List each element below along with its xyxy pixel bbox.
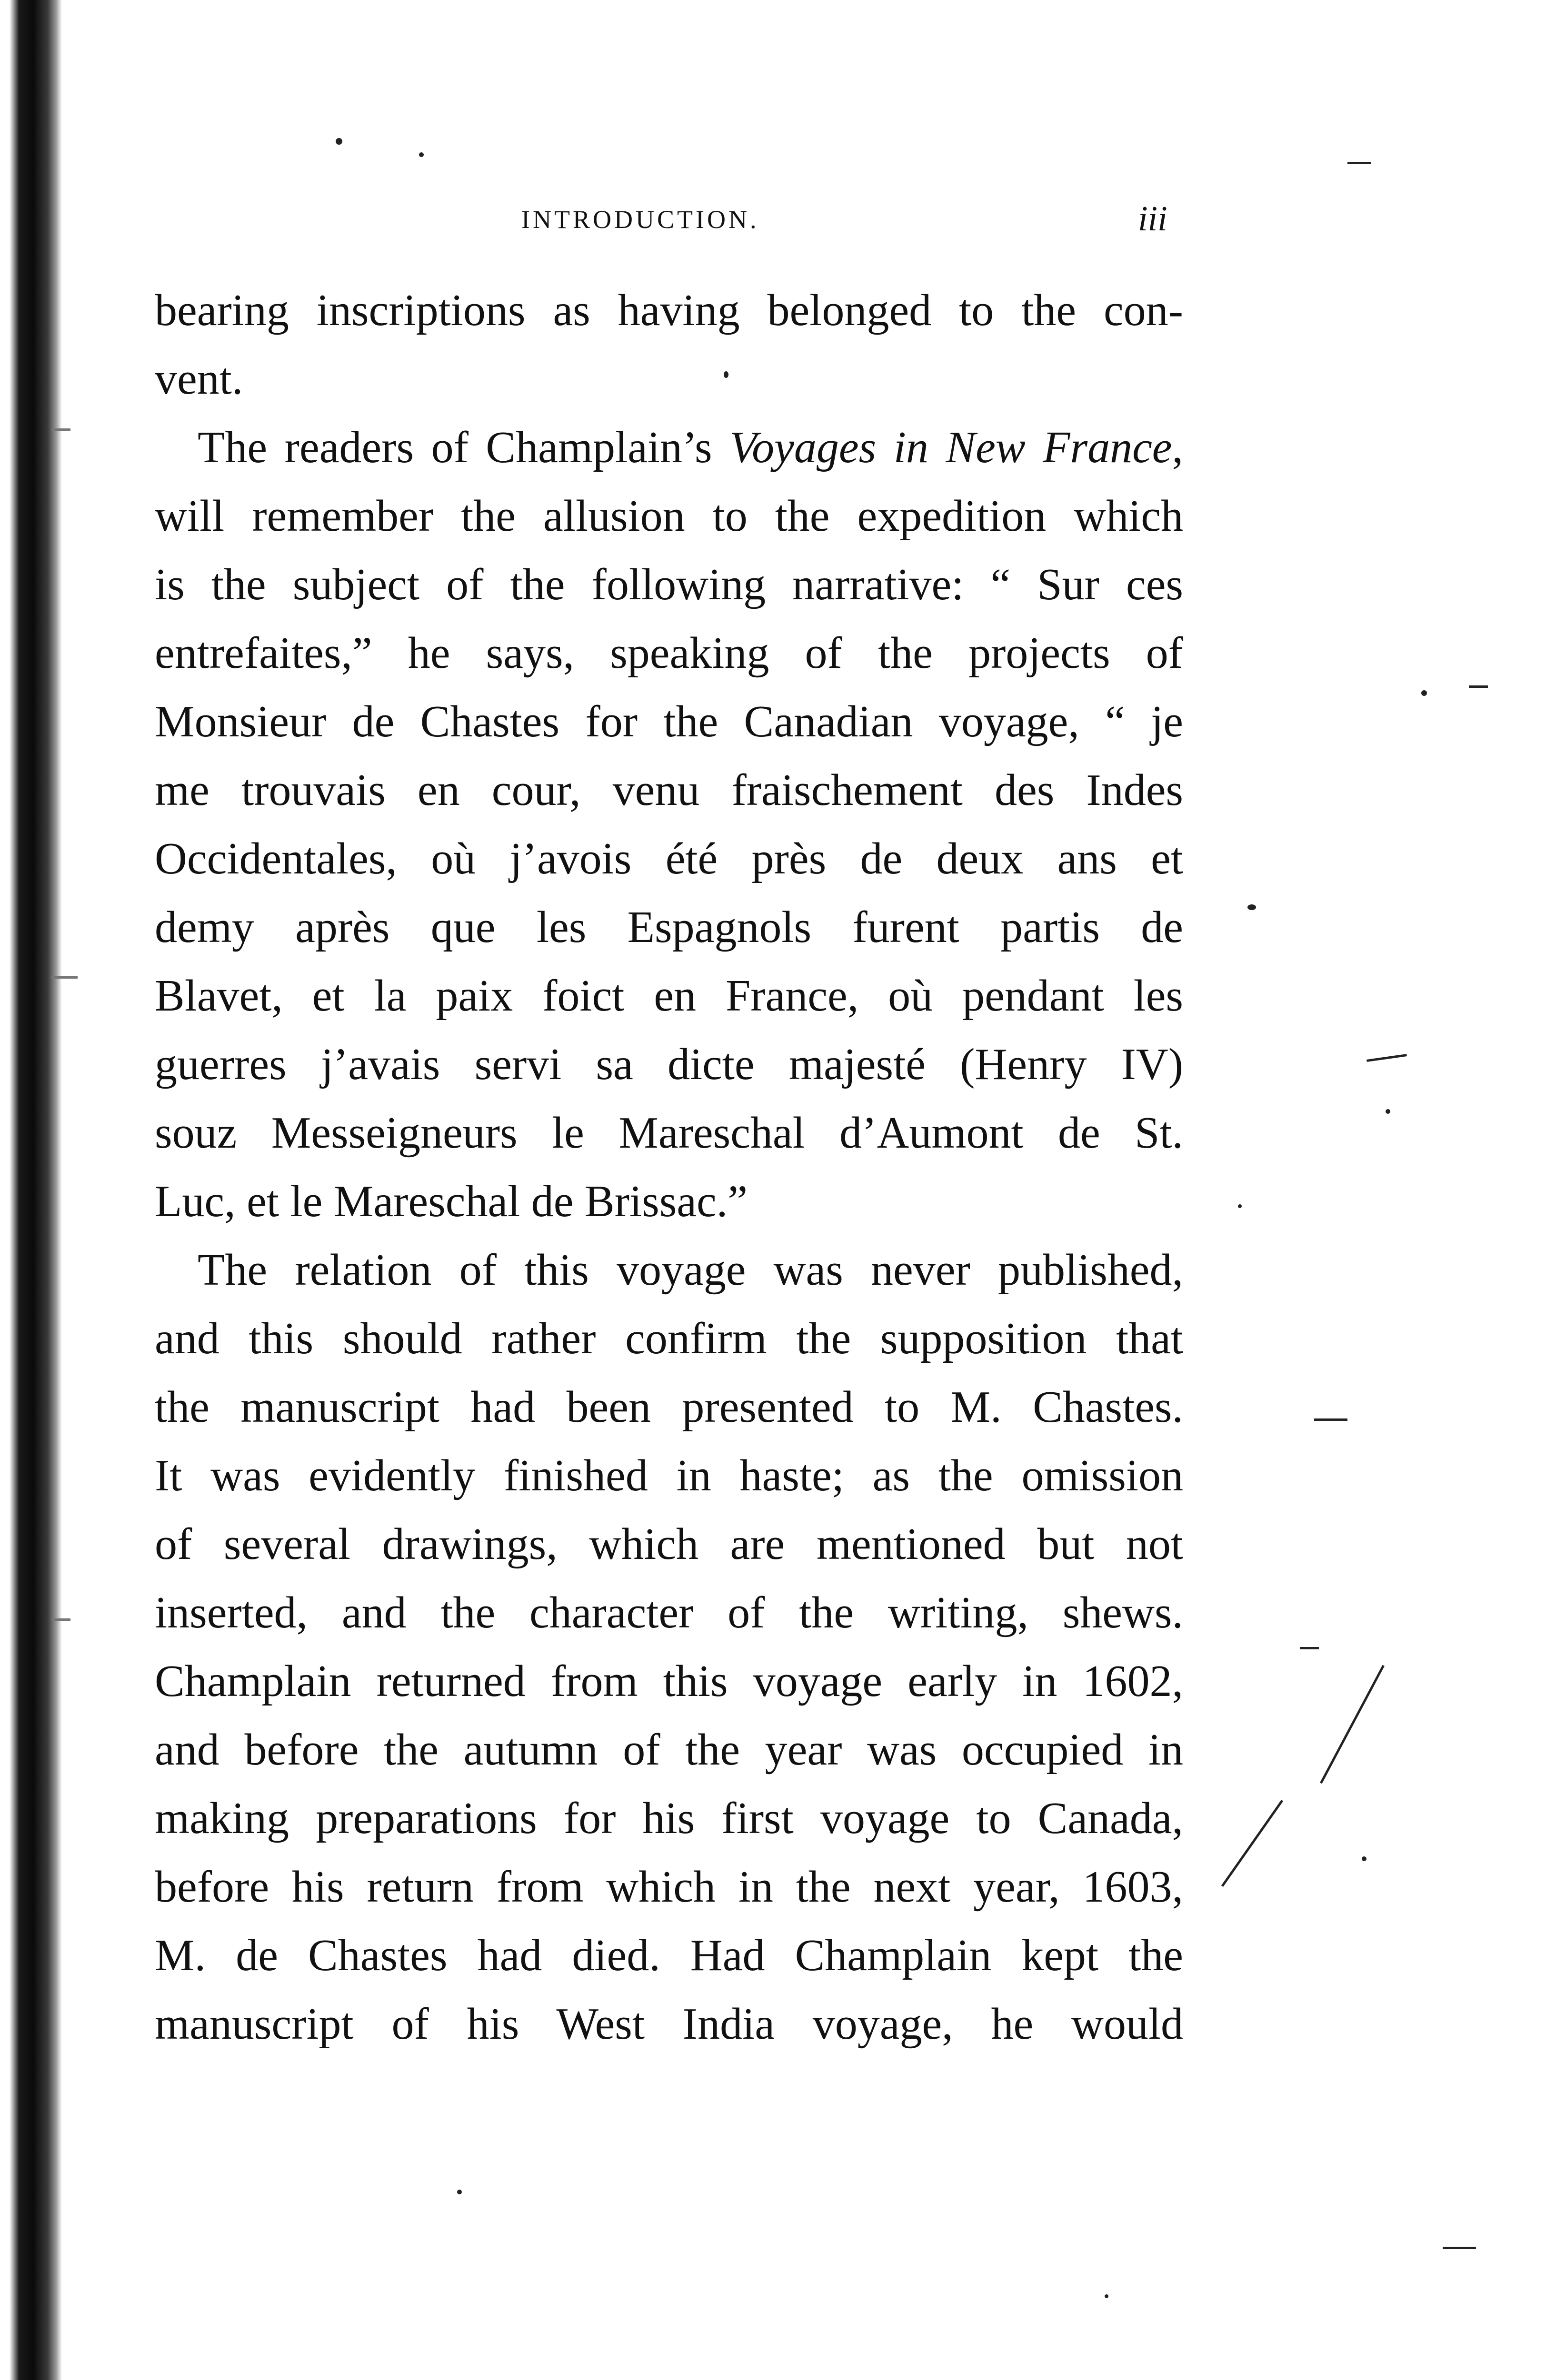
text-line: bearing inscriptions as having belonged to the con-: [155, 286, 1183, 335]
scan-mark: [1347, 162, 1371, 164]
paragraph-first-line: The readers of Champlain’s Voyages in New France,: [198, 423, 1184, 472]
scan-speck: [1105, 2294, 1108, 2298]
text-line: It was evidently finished in haste; as the omission: [155, 1451, 1183, 1500]
paragraph-first-line: The relation of this voyage was never published,: [198, 1245, 1183, 1295]
text-line: souz Messeigneurs le Mareschal d’Aumont de St.: [155, 1108, 1183, 1158]
scan-speck: [724, 371, 728, 378]
text-line: of several drawings, which are mentioned but not: [155, 1519, 1183, 1569]
text-line: making preparations for his first voyage to Canada,: [155, 1794, 1183, 1843]
text-line: and before the autumn of the year was occupied in: [155, 1725, 1183, 1775]
text-line: me trouvais en cour, venu fraischement des Indes: [155, 765, 1183, 815]
scan-mark: [1221, 1800, 1283, 1887]
scan-speck: [1238, 1204, 1242, 1208]
scan-speck: [1247, 904, 1256, 910]
scan-speck: [1386, 1109, 1390, 1114]
text-line: will remember the allusion to the expedition which: [155, 491, 1183, 541]
text-line: entrefaites,” he says, speaking of the projects of: [155, 628, 1183, 678]
text-line: vent.: [155, 354, 243, 404]
book-title: Voyages in New France: [729, 423, 1172, 472]
scan-mark: [1443, 2247, 1476, 2249]
scan-speck: [1421, 690, 1427, 696]
running-head: INTRODUCTION.: [521, 205, 759, 234]
scan-mark: [1314, 1418, 1347, 1421]
scan-speck: [336, 138, 342, 145]
text-line: Champlain returned from this voyage early in 1602,: [155, 1656, 1183, 1706]
text-line: the manuscript had been presented to M. Chastes.: [155, 1382, 1183, 1432]
binding-edge: [0, 0, 62, 2380]
text-line: is the subject of the following narrative: “ Sur ces: [155, 560, 1183, 609]
text-line: Monsieur de Chastes for the Canadian voyage, “ je: [155, 697, 1183, 746]
scan-mark: [1300, 1647, 1319, 1649]
binding-speck: [51, 976, 78, 979]
text-line: Luc, et le Mareschal de Brissac.”: [155, 1177, 748, 1226]
text-line: inserted, and the character of the writing, shews.: [155, 1588, 1183, 1637]
scan-speck: [419, 152, 424, 157]
scan-speck: [457, 2190, 462, 2194]
scan-mark: [1469, 685, 1488, 688]
scan-speck: [1362, 1856, 1366, 1861]
text-line: demy après que les Espagnols furent partis de: [155, 902, 1183, 952]
page-number: iii: [1138, 199, 1167, 238]
text-line: and this should rather confirm the supposition that: [155, 1314, 1183, 1363]
text-line: manuscript of his West India voyage, he would: [155, 1999, 1183, 2049]
scan-mark: [1320, 1665, 1385, 1784]
text-line: Blavet, et la paix foict en France, où pendant les: [155, 971, 1183, 1021]
text-line: before his return from which in the next year, 1603,: [155, 1862, 1183, 1912]
text-line: guerres j’avais servi sa dicte majesté (Henry IV): [155, 1040, 1183, 1089]
body-text: [155, 276, 1183, 2058]
text-line: Occidentales, où j’avois été près de deux ans et: [155, 834, 1183, 883]
binding-speck: [51, 1618, 70, 1621]
scan-mark: [1366, 1054, 1407, 1062]
text-line: M. de Chastes had died. Had Champlain kept the: [155, 1931, 1183, 1980]
binding-speck: [51, 428, 70, 431]
